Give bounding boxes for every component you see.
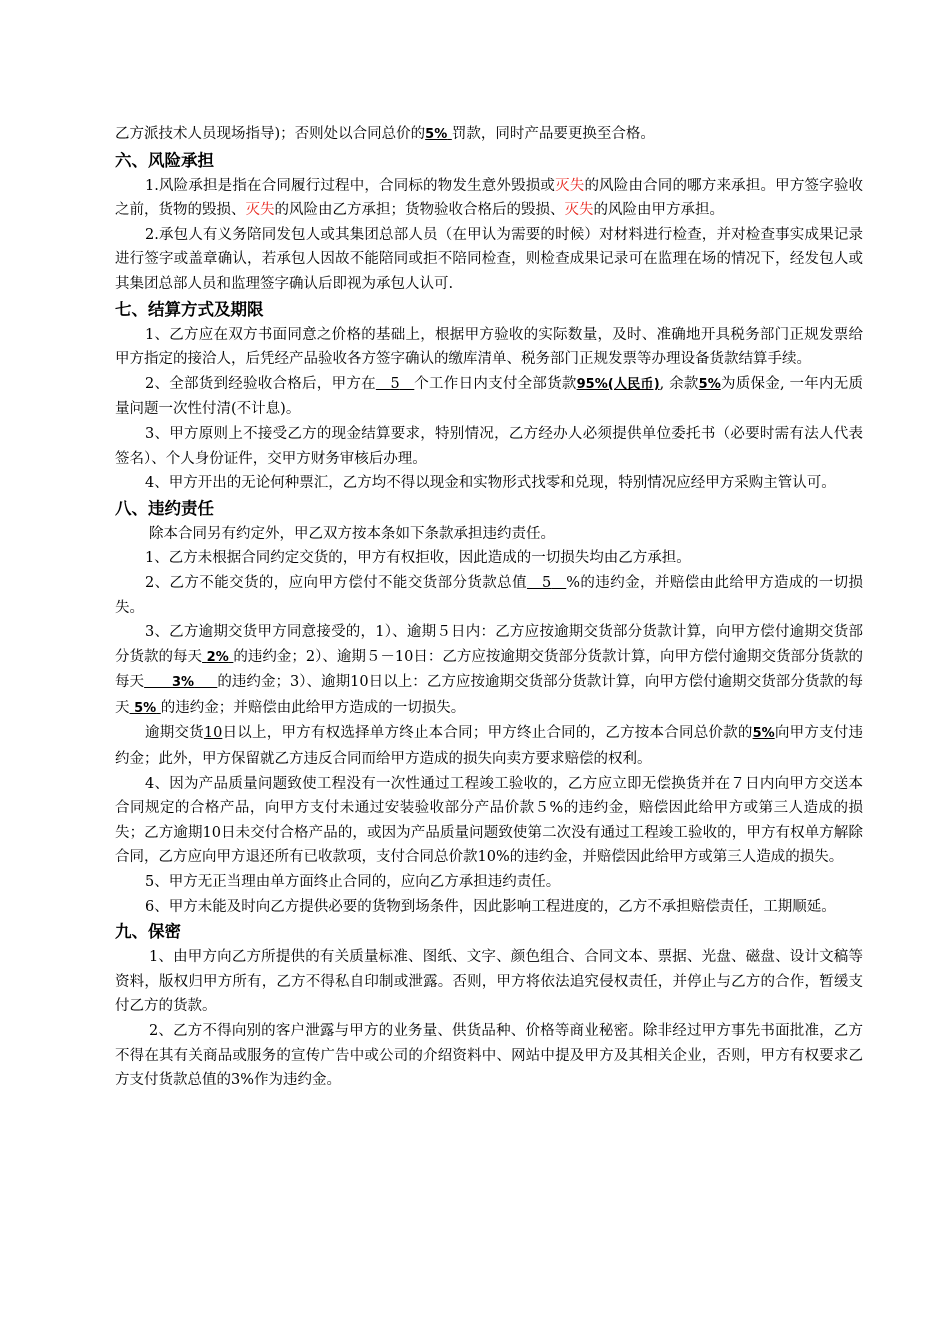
- paragraph-s8-3: [115, 620, 863, 721]
- text-run: 的违约金；2）、逾期５－10日：乙方应按逾期交货部分货款计算，向甲方偿付逾期交货部分货款的每天: [115, 648, 864, 691]
- document-body: [115, 122, 863, 1093]
- paragraph-s9-2: 2、乙方不得向别的客户泄露与甲方的业务量、供货品种、价格等商业秘密。除非经过甲方事先书面批准，乙方不得在其有关商品或服务的宣传广告中或公司的介绍资料中、网站中提及甲方及其相关企业，否则，甲方有权要求乙方支付货款总值的3%作为违约金。: [115, 1023, 863, 1089]
- paragraph-s7-4: 4、甲方开出的无论何种票汇，乙方均不得以现金和实物形式找零和兑现，特别情况应经甲方采购主管认可。: [145, 475, 836, 492]
- paragraph-s6-1: [115, 174, 863, 223]
- payment-percent: 95%(人民币): [576, 376, 660, 392]
- text-run: 2、全部货到经验收合格后，甲方在: [145, 375, 376, 392]
- termination-percent: 5%: [752, 726, 775, 742]
- text-run: 2、乙方不能交货的，应向甲方偿付不能交货部分货款总值: [145, 574, 527, 591]
- text-run: 的风险由合同的哪方来承担。甲方签字验收之前，货物的毁损、: [115, 177, 863, 219]
- late-percent-2-value: 3%: [172, 675, 195, 691]
- text-run: 个工作日内支付全部货款: [414, 375, 577, 392]
- late-percent-2: [144, 674, 217, 690]
- paragraph-s8-5: 5、甲方无正当理由单方面终止合同的，应向乙方承担违约责任。: [145, 874, 561, 891]
- paragraph-s7-2: [115, 372, 863, 422]
- paragraph-s7-3: 3、甲方原则上不接受乙方的现金结算要求，特别情况，乙方经办人必须提供单位委托书（必要时需有法人代表签名）、个人身份证件，交甲方财务审核后办理。: [115, 425, 863, 467]
- late-percent-3: [130, 700, 161, 716]
- text-run: 日以上，甲方有权选择单方终止本合同；甲方终止合同的，乙方按本合同总价款的: [222, 725, 753, 742]
- text-run: 的风险由乙方承担；货物验收合格后的毁损、: [274, 202, 565, 219]
- text-run: 的违约金；并赔偿由此给甲方造成的一切损失。: [160, 699, 466, 716]
- highlight-text: 灭失: [555, 177, 585, 194]
- section-heading-risk: 六、风险承担: [115, 150, 214, 170]
- text-run: 乙方派技术人员现场指导)；否则处以合同总价的: [115, 126, 426, 142]
- paragraph-s8-1: 1、乙方未根据合同约定交货的，甲方有权拒收，因此造成的一切损失均由乙方承担。: [145, 550, 691, 567]
- text-run: 的违约金；3）、逾期10日以上：乙方应按逾期交货部分货款计算，向甲方偿付逾期交货部分货款的每天: [115, 674, 864, 716]
- text-run: 逾期交货: [145, 725, 204, 742]
- penalty-percent: 5%: [425, 127, 448, 142]
- highlight-text: 灭失: [245, 202, 275, 219]
- section-heading-liability: 八、违约责任: [115, 498, 214, 518]
- paragraph-s8-intro: 除本合同另有约定外，甲乙双方按本条如下条款承担违约责任。: [149, 525, 555, 542]
- paragraph-s8-2: [115, 571, 863, 620]
- termination-days: 10: [203, 725, 223, 742]
- text-run: , 余款: [659, 375, 699, 392]
- text-run: %的违约金，并赔偿由此给甲方造成的一切损失。: [115, 574, 863, 616]
- paragraph-s7-1: 1、乙方应在双方书面同意之价格的基础上，根据甲方验收的实际数量，及时、准确地开具税务部门正规发票给甲方指定的接洽人，后凭经产品验收各方签字确认的缴库清单、税务部门正规发票等办理设备货款结算手续。: [115, 326, 863, 368]
- late-percent-1-value: 2%: [206, 649, 229, 665]
- paragraph-s6-2: 2.承包人有义务陪同发包人或其集团总部人员（在甲认为需要的时候）对材料进行检查，并对检查事实成果记录进行签字或盖章确认，若承包人因故不能陪同或拒不陪同检查，则检查成果记录可在监理在场的情况下，经发包人或其集团总部人员和监理签字确认后即视为承包人认可.: [115, 226, 863, 292]
- payment-days-value: 5: [390, 375, 400, 392]
- paragraph-s8-6: 6、甲方未能及时向乙方提供必要的货物到场条件，因此影响工程进度的，乙方不承担赔偿责任，工期顺延。: [145, 898, 836, 915]
- text-run: 罚款，同时产品要更换至合格。: [451, 126, 655, 142]
- text-run: 1.风险承担是指在合同履行过程中，合同标的物发生意外毁损或: [145, 177, 556, 194]
- late-percent-3-value: 5%: [134, 700, 157, 716]
- text-run: 的风险由甲方承担。: [593, 202, 724, 219]
- paragraph-s9-1: 1、由甲方向乙方所提供的有关质量标准、图纸、文字、颜色组合、合同文本、票据、光盘、磁盘、设计文稿等资料，版权归甲方所有，乙方不得私自印制或泄露。否则，甲方将依法追究侵权责任，并停止与乙方的合作，暂缓支付乙方的货款。: [115, 949, 863, 1015]
- paragraph-s8-4: 4、因为产品质量问题致使工程没有一次性通过工程竣工验收的，乙方应立即无偿换货并在７日内向甲方交送本合同规定的合格产品，向甲方支付未通过安装验收部分产品价款５%的违约金，赔偿因此给甲方或第三人造成的损失；乙方逾期10日未交付合格产品的，或因为产品质量问题致使第二次没有通过工程竣工验收的，甲方有权单方解除合同，乙方应向甲方退还所有已收款项，支付合同总价款10%的违约金，并赔偿因此给甲方或第三人造成的损失。: [115, 775, 863, 866]
- text-run: 为质保金, 一年内无质量问题一次性付清(不计息)。: [115, 375, 864, 418]
- intro-line: [115, 122, 863, 148]
- default-percent-value: 5: [541, 574, 552, 591]
- payment-days: [376, 376, 414, 392]
- section-heading-confidentiality: 九、保密: [115, 922, 181, 942]
- retention-percent: 5%: [698, 376, 721, 392]
- paragraph-s8-3b: [115, 721, 863, 771]
- section-heading-settlement: 七、结算方式及期限: [115, 299, 264, 319]
- text-run: 向甲方支付违约金；此外，甲方保留就乙方违反合同而给甲方造成的损失向卖方要求赔偿的权利。: [115, 725, 864, 768]
- text-run: 3、乙方逾期交货甲方同意接受的，1）、逾期５日内：乙方应按逾期交货部分货款计算，向甲方偿付逾期交货部分货款的每天: [115, 624, 863, 665]
- default-percent: [527, 575, 566, 591]
- late-percent-1: [202, 649, 233, 665]
- highlight-text: 灭失: [564, 202, 594, 219]
